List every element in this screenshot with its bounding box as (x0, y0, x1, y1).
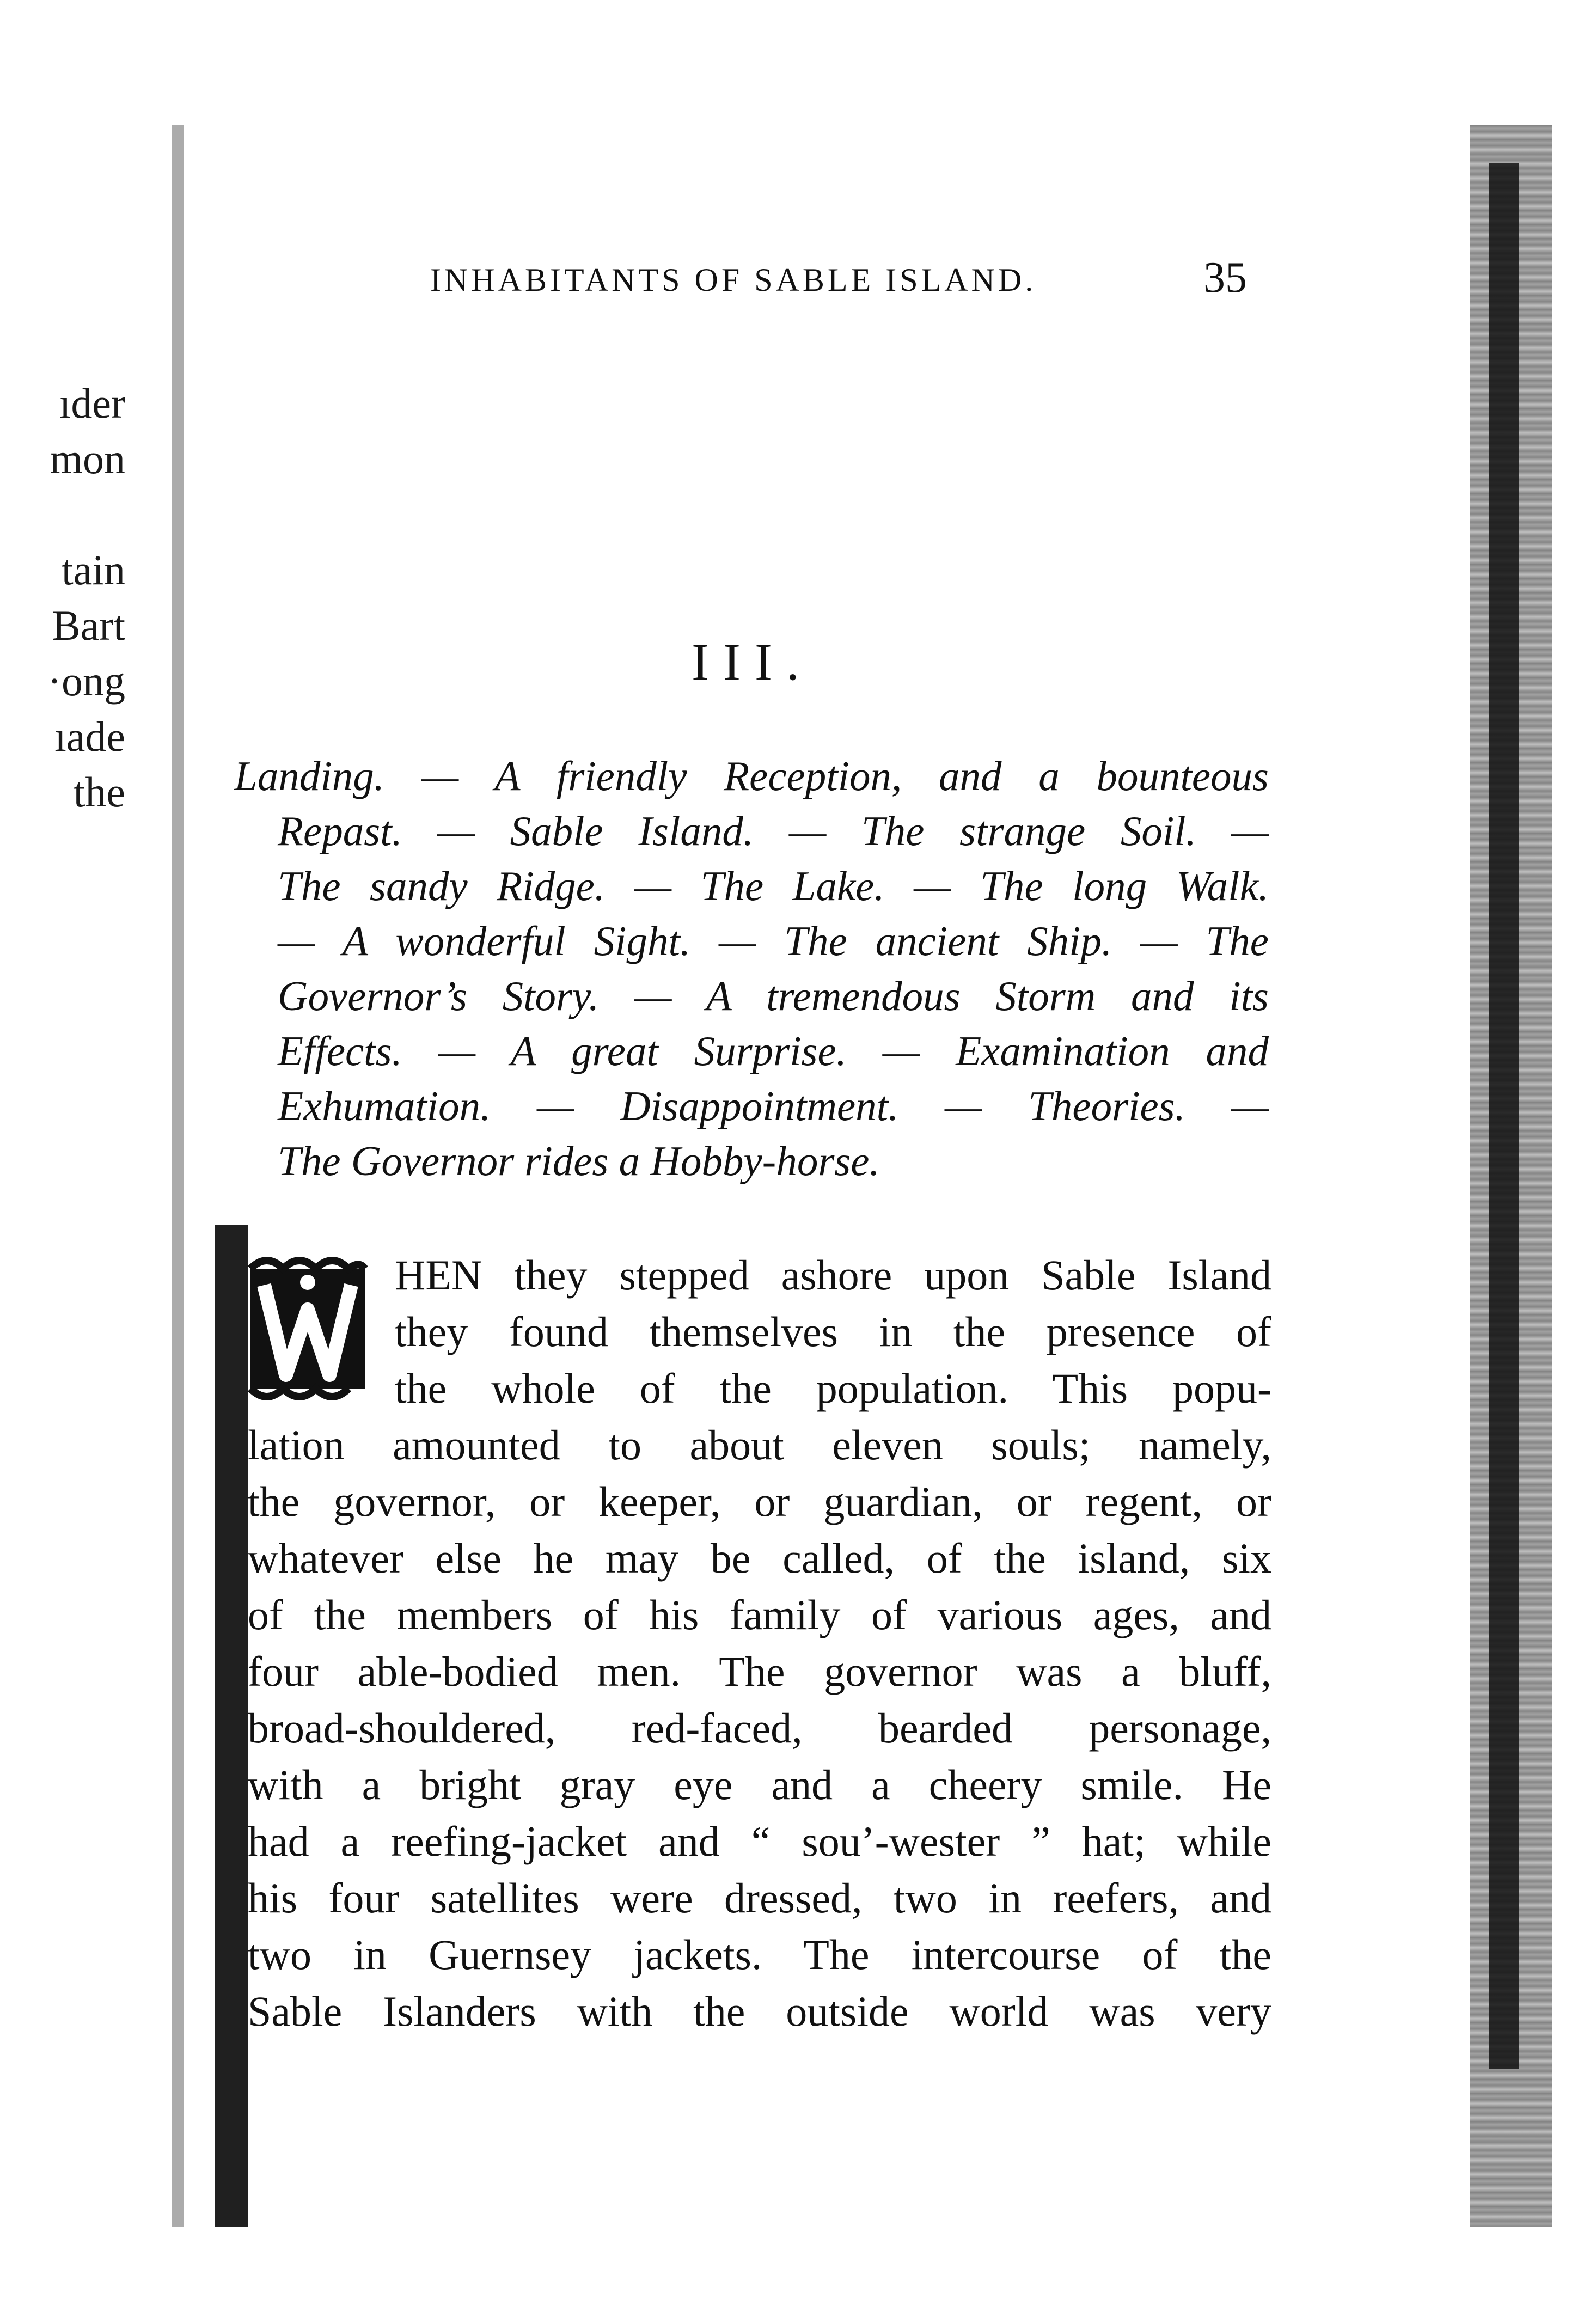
synopsis-line: — A wonderful Sight. — The ancient Ship. — The (278, 918, 1269, 964)
body-line: lation amounted to about eleven souls; namely, (248, 1421, 1271, 1469)
synopsis-line: Repast. — Sable Island. — The strange Soil. — (278, 808, 1269, 854)
body-line: broad-shouldered, red-faced, bearded personage, (248, 1704, 1271, 1752)
synopsis-line: The Governor rides a Hobby-horse. (278, 1137, 880, 1184)
body-line: two in Guernsey jackets. The intercourse of the (248, 1931, 1271, 1978)
fragment-line (16, 487, 125, 542)
body-paragraph (248, 1247, 1271, 2040)
synopsis-line: Landing. — A friendly Reception, and a bounteous (234, 753, 1269, 799)
drop-cap-letter: W (305, 1406, 310, 1412)
fragment-line: the (73, 768, 125, 816)
chapter-number: III. (692, 633, 814, 691)
synopsis-line: Exhumation. — Disappointment. — Theories. — (278, 1082, 1269, 1129)
page-number: 35 (1203, 254, 1247, 302)
body-line: his four satellites were dressed, two in reefers, and (248, 1874, 1271, 1922)
body-line: four able-bodied men. The governor was a bluff, (248, 1648, 1271, 1695)
fragment-line: mon (50, 435, 125, 482)
chapter-synopsis (234, 749, 1269, 1189)
page-edge-core (1489, 163, 1519, 2069)
fragment-line: Bart (52, 602, 125, 649)
body-line: the governor, or keeper, or guardian, or regent, or (248, 1478, 1271, 1525)
body-line: Sable Islanders with the outside world was very (248, 1987, 1271, 2035)
synopsis-line: Effects. — A great Surprise. — Examination and (278, 1027, 1269, 1074)
fragment-line: tain (62, 546, 125, 594)
facing-page-fragments (16, 376, 125, 820)
fragment-line: ıade (54, 713, 125, 760)
body-line: had a reefing-jacket and “ sou’-wester ” hat; while (248, 1818, 1271, 1865)
fragment-line: ıder (59, 380, 125, 427)
body-line: whatever else he may be called, of the island, six (248, 1534, 1271, 1582)
running-header: INHABITANTS OF SABLE ISLAND. (430, 262, 1037, 298)
synopsis-line: The sandy Ridge. — The Lake. — The long Walk. (278, 863, 1269, 909)
body-line: they found themselves in the presence of (395, 1308, 1271, 1355)
body-line: the whole of the population. This popu- (395, 1365, 1271, 1412)
body-line: with a bright gray eye and a cheery smile. He (248, 1761, 1271, 1808)
body-line: HEN they stepped ashore upon Sable Island (395, 1251, 1271, 1299)
binding-gutter-shadow (172, 125, 184, 2227)
synopsis-line: Governor’s Story. — A tremendous Storm and its (278, 973, 1269, 1019)
body-line: of the members of his family of various ages, and (248, 1591, 1271, 1638)
fragment-line: ·ong (47, 657, 125, 705)
